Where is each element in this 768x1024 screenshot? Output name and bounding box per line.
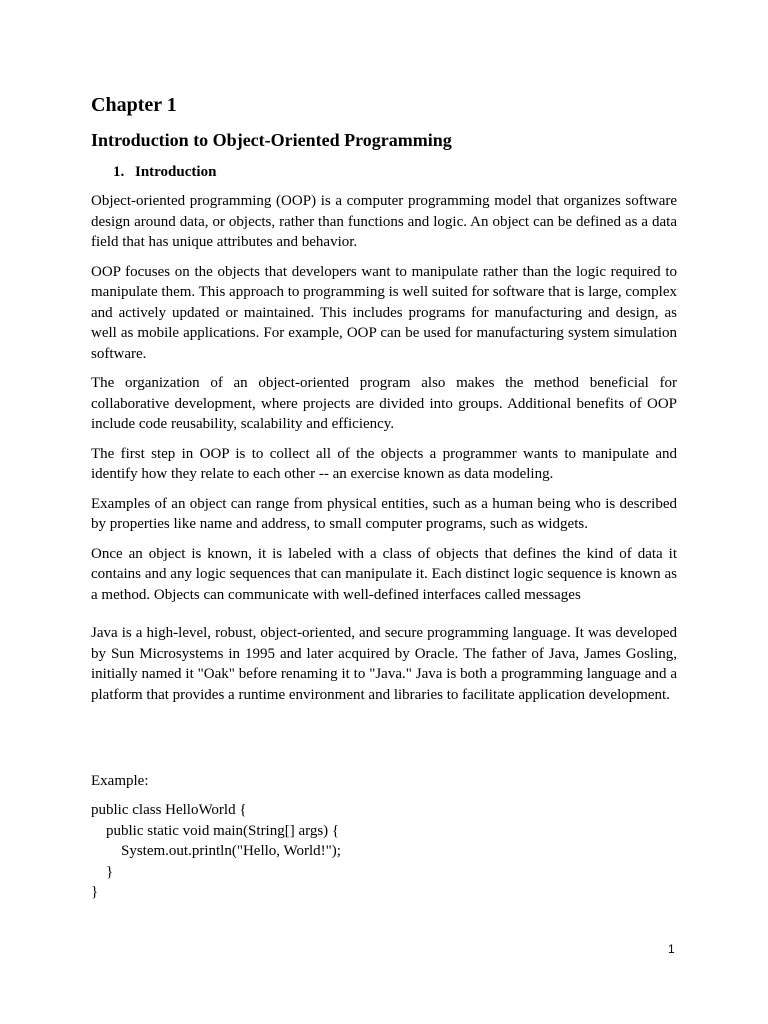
paragraph: Examples of an object can range from physical entities, such as a human being who is described by properties like name and address, to small computer programs, such as widgets. — [91, 495, 677, 532]
chapter-subtitle: Introduction to Object-Oriented Programming — [91, 130, 452, 150]
paragraph: The first step in OOP is to collect all of the objects a programmer wants to manipulate and identify how they relate to each other -- an exercise known as data modeling. — [91, 445, 677, 482]
java-paragraph: Java is a high-level, robust, object-oriented, and secure programming language. It was developed by Sun Microsystems in 1995 and later acquired by Oracle. The father of Java, James Gosling, initially named it "Oak" before renaming it to "Java." Java is both a programming language and a platform that provides a runtime environment and libraries to facilitate application development. — [91, 625, 677, 703]
paragraph: Once an object is known, it is labeled with a class of objects that defines the kind of data it contains and any logic sequences that can manipulate it. Each distinct logic sequence is known as a method. Objects can communicate with well-defined interfaces called messages — [91, 545, 677, 603]
paragraph: OOP focuses on the objects that developers want to manipulate rather than the logic required to manipulate them. This approach to programming is well suited for software that is large, complex and actively updated or maintained. This includes programs for manufacturing and design, as well as mobile applications. For example, OOP can be used for manufacturing system simulation software. — [91, 263, 677, 362]
code-line: public class HelloWorld { — [91, 802, 247, 818]
paragraph: Object-oriented programming (OOP) is a computer programming model that organizes software design around data, or objects, rather than functions and logic. An object can be defined as a data field that has unique attributes and behavior. — [91, 193, 677, 250]
chapter-title: Chapter 1 — [91, 94, 177, 116]
paragraph: The organization of an object-oriented program also makes the method beneficial for collaborative development, where projects are divided into groups. Additional benefits of OOP include code reusability, scalability and efficiency. — [91, 375, 677, 432]
page-number: 1 — [668, 942, 675, 956]
code-line: } — [91, 863, 114, 880]
code-block — [91, 800, 677, 903]
section-heading — [113, 162, 677, 182]
code-line: } — [91, 884, 99, 900]
page-content — [91, 93, 677, 903]
example-label: Example: — [91, 773, 149, 789]
code-line: public static void main(String[] args) { — [91, 822, 340, 839]
section-number: 1. — [113, 164, 125, 180]
code-line: System.out.println("Hello, World!"); — [91, 843, 341, 859]
section-title: Introduction — [135, 164, 217, 180]
